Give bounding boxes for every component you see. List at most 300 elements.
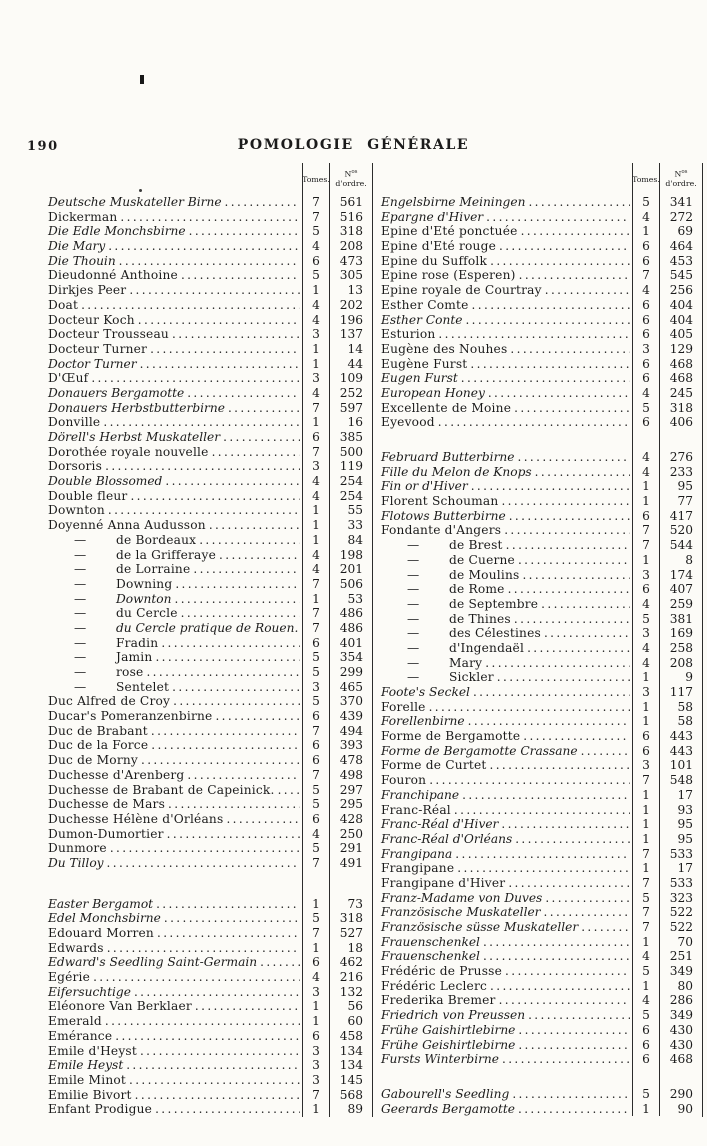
table-row [40,562,372,577]
table-row [373,597,702,612]
entry-ordre-value: 544 [669,538,693,553]
entry-name [40,195,302,210]
entry-label: Epine du Suffolk [381,253,488,268]
table-row [373,714,702,729]
entry-tome-value: 7 [632,920,660,935]
entry-tome-value: 6 [302,738,330,753]
entry-ordre-value: 522 [669,920,693,934]
entry-label: Donauers Herbstbutterbirne [48,400,225,415]
column-header-tomes: Tomes. [302,163,330,195]
entry-label: Dieudonné Anthoine [48,268,178,283]
table-row [373,685,702,700]
table-row [40,1058,372,1073]
entry-ordre-value: 272 [669,209,693,224]
entry-dot-leader [483,935,630,950]
entry-name [40,298,302,313]
entry-name [373,758,632,773]
entry-dot-leader [212,445,300,460]
entry-dot-leader [473,685,630,700]
entry-name [40,327,302,342]
table-row [40,999,372,1014]
entry-ordre-value: 89 [347,1102,363,1117]
entry-label: Docteur Turner [48,341,148,356]
entry-ordre-value: 290 [669,1086,693,1101]
entry-ordre-value: 405 [669,327,693,342]
entry-tome-value: 1 [632,1102,660,1117]
entry-name [373,582,632,597]
entry-tome-value: 6 [302,812,330,827]
table-row [373,538,702,553]
entry-name [40,210,302,225]
table-row [40,636,372,651]
entry-dot-leader [129,283,300,298]
entry-name [373,386,632,401]
entry-ordre-value: 109 [339,371,363,386]
entry-dot-leader [165,474,300,489]
entry-dot-leader [278,783,300,798]
entry-label: Emile Heyst [48,1058,124,1073]
entry-label: Eyevood [381,415,435,430]
table-row [40,298,372,313]
entry-ordre-value: 506 [339,576,363,591]
entry-dot-leader [518,553,630,568]
entry-dot-leader [429,773,630,788]
entry-tome-value: 4 [632,656,660,671]
entry-ordre-value: 527 [339,926,363,940]
ordre-label-line2: d'ordre. [665,179,697,189]
entry-label: Frederika Bremer [381,993,496,1008]
entry-tome-value: 1 [632,817,660,832]
entry-dot-leader [174,592,300,607]
entry-tome-value: 1 [632,861,660,876]
entry-ordre-value: 208 [339,239,363,254]
entry-label: Forme de Bergamotte [381,729,521,744]
entry-tome-value: 7 [632,905,660,920]
entry-label: de Septembre [449,596,539,611]
table-row [40,709,372,724]
table-row [40,841,372,856]
entry-name [373,195,632,210]
table-row [40,533,372,548]
table-row [40,680,372,695]
table-row [40,694,372,709]
entry-label: de Brest [449,538,503,553]
entry-dot-leader [455,847,630,862]
entry-ordre-value: 101 [669,758,693,773]
entry-name [373,979,632,994]
entry-dot-leader [462,788,630,803]
entry-dot-leader [103,415,300,430]
table-row [40,210,372,225]
entry-dot-leader [108,239,300,254]
entry-dot-leader [465,313,630,328]
entry-dot-leader [490,254,630,269]
entry-name [373,773,632,788]
entry-dot-leader [172,680,300,695]
entry-dot-leader [219,548,300,563]
entry-tome-value: 7 [302,1088,330,1103]
table-row [40,606,372,621]
entry-tome-value: 3 [302,1058,330,1073]
entry-label: Duc de Brabant [48,723,148,738]
entry-ordre-value: 201 [339,562,363,577]
table-row [40,577,372,592]
entry-name [40,871,302,897]
entry-name [40,856,302,871]
entry-ditto-dash: — [407,611,420,626]
table-row [373,239,702,254]
table-gap-row [373,1067,702,1087]
entry-label: Duc Alfred de Croy [48,694,171,709]
entry-ordre-value: 305 [339,268,363,283]
entry-label: Docteur Koch [48,312,135,327]
entry-tome-value: 1 [632,479,660,494]
entry-ditto-dash: — [407,538,420,553]
entry-label: Emile Minot [48,1072,126,1087]
entry-ditto-dash: — [407,596,420,611]
entry-ordre-value: 393 [339,738,363,753]
table-row [40,445,372,460]
entry-tome-value: 4 [302,239,330,254]
entry-label: Sickler [449,670,494,685]
entry-label: Eugène Furst [381,356,468,371]
entry-dot-leader [515,832,630,847]
entry-tome-value: 7 [302,926,330,941]
entry-label: Frauenschenkel [381,934,480,949]
entry-label: Eléonore Van Berklaer [48,999,192,1014]
entry-dot-leader [187,768,300,783]
entry-tome-value: 4 [302,386,330,401]
entry-ordre-value: 119 [339,459,363,474]
entry-tome-value: 6 [632,744,660,759]
entry-tome-value: 6 [632,313,660,328]
entry-label: Excellente de Moine [381,400,512,415]
entry-dot-leader [164,911,300,926]
table-row [40,474,372,489]
entry-name [373,876,632,891]
entry-tome-value: 7 [302,195,330,210]
entry-ditto-dash: — [74,679,87,694]
entry-label: Dörell's Herbst Muskateller [48,430,221,444]
entry-dot-leader [138,313,300,328]
entry-ordre-value: 276 [669,450,693,464]
table-row [373,195,702,210]
entry-dot-leader [510,342,630,357]
entry-ordre-value: 406 [669,415,693,430]
entry-name [373,788,632,803]
entry-label: Dirkjes Peer [48,283,127,298]
entry-name [40,371,302,386]
entry-tome-value: 4 [302,827,330,842]
entry-label: de Moulins [449,567,520,582]
entry-dot-leader [485,656,630,671]
table-row [373,1008,702,1023]
entry-label: Dunmore [48,841,107,856]
table-row [373,1087,702,1102]
table-row [373,327,702,342]
entry-ordre-value: 533 [669,875,693,890]
entry-name [373,729,632,744]
entry-dot-leader [189,224,300,239]
entry-ordre-value: 430 [669,1022,693,1037]
entry-name [40,970,302,985]
entry-name [373,538,632,553]
entry-tome-value: 6 [302,709,330,724]
entry-tome-value: 3 [302,327,330,342]
entry-ordre-value: 145 [339,1072,363,1087]
entry-label: Florent Schouman [381,494,499,509]
entry-label: rose [116,665,144,679]
entry-ordre-value: 473 [339,253,363,268]
entry-dot-leader [505,964,630,979]
entry-label: Emilie Bivort [48,1087,132,1102]
table-row [40,239,372,254]
entry-tome-value: 6 [632,254,660,269]
entry-name [373,920,632,935]
entry-label: Frauenschenkel [381,949,480,964]
entry-dot-leader [457,861,630,876]
entry-name [40,621,302,636]
entry-name [40,738,302,753]
column-header-tomes: Tomes. [632,163,660,195]
entry-dot-leader [119,254,300,269]
entry-tome-value: 7 [302,724,330,739]
entry-dot-leader [506,538,630,553]
entry-ditto-dash: — [74,606,87,621]
entry-dot-leader [521,224,630,239]
table-row [40,753,372,768]
entry-dot-leader [173,694,300,709]
entry-label: du Cercle [116,606,178,621]
ordre-label-line1: $N^{os}$ [344,168,358,179]
entry-ordre-value: 297 [339,782,363,797]
entry-ditto-dash: — [74,635,87,650]
entry-tome-value: 1 [632,714,660,729]
table-row [40,827,372,842]
entry-dot-leader [181,606,300,621]
entry-ordre-value: 84 [347,532,363,547]
entry-tome-value: 5 [302,911,330,926]
entry-ordre-value: 13 [347,283,363,298]
entry-dot-leader [93,970,300,985]
entry-name [40,254,302,269]
index-table [40,163,703,1117]
entry-name [40,268,302,283]
entry-ordre-value: 73 [347,896,363,911]
entry-label: Doat [48,297,79,312]
entry-name [373,450,632,465]
entry-dot-leader [168,797,300,812]
entry-ordre-value: 545 [669,268,693,283]
entry-ordre-value: 486 [339,606,363,621]
entry-label: Emile d'Heyst [48,1043,137,1058]
entry-label: Emerald [48,1014,102,1029]
entry-tome-value: 6 [632,239,660,254]
entry-dot-leader [429,700,630,715]
entry-name [373,430,632,450]
entry-name [40,680,302,695]
entry-ordre-value: 500 [339,444,363,459]
entry-label: Mary [449,655,483,670]
entry-name [40,283,302,298]
entry-name [373,597,632,612]
entry-ordre-value: 417 [669,508,693,523]
entry-ordre-value: 137 [339,327,363,342]
entry-label: Enfant Prodigue [48,1102,153,1117]
entry-ordre-value: 95 [677,479,693,494]
entry-tome-value: 6 [632,582,660,597]
table-row [40,386,372,401]
entry-name [40,445,302,460]
entry-name [40,709,302,724]
table-row [373,935,702,950]
entry-ordre-value: 258 [669,640,693,655]
table-row [373,993,702,1008]
entry-ordre-value: 117 [669,685,693,699]
entry-dot-leader [120,210,300,225]
table-row [40,970,372,985]
entry-tome-value: 4 [632,641,660,656]
entry-name [373,817,632,832]
entry-tome-value: 4 [302,313,330,328]
table-row [40,621,372,636]
entry-name [373,847,632,862]
table-row [373,357,702,372]
entry-ditto-dash: — [74,620,87,635]
table-row [40,768,372,783]
entry-dot-leader [199,533,300,548]
table-row [373,479,702,494]
entry-dot-leader [470,357,630,372]
entry-label: Edwards [48,940,104,955]
table-row [373,313,702,328]
entry-label: Frédéric Leclerc [381,978,488,993]
entry-tome-value: 6 [632,1038,660,1053]
entry-label: Esther Comte [381,297,469,312]
entry-dot-leader [488,386,630,401]
entry-tome-value: 6 [632,1023,660,1038]
table-row [373,1038,702,1053]
entry-ordre-value: 58 [677,714,693,729]
entry-label: Fin or d'Hiver [381,479,468,494]
entry-name [40,503,302,518]
entry-dot-leader [501,494,630,509]
entry-tome-value: 6 [302,254,330,269]
entry-name [373,964,632,979]
table-row [40,650,372,665]
entry-ordre-value: 494 [339,723,363,738]
entry-ordre-value: 520 [669,523,693,538]
entry-label: Donauers Bergamotte [48,385,185,400]
entry-ordre-value: 60 [347,1014,363,1029]
entry-name [40,562,302,577]
entry-ditto-dash: — [74,665,87,679]
table-row [373,553,702,568]
table-row [373,401,702,416]
entry-dot-leader [544,905,630,920]
table-row [373,920,702,935]
entry-name [373,1008,632,1023]
entry-label: de Thines [449,611,511,626]
entry-label: du Cercle pratique de Rouen. [116,620,299,635]
table-row [40,724,372,739]
entry-ditto-dash: — [74,547,87,562]
entry-ordre-value: 17 [677,787,693,802]
entry-tome-value: 1 [302,1102,330,1117]
entry-tome-value: 3 [632,758,660,773]
entry-tome-value: 4 [302,970,330,985]
entry-label: Französische Muskateller [381,905,541,920]
entry-label: Epine d'Eté rouge [381,239,496,254]
entry-label: Dumon-Dumortier [48,826,164,841]
entry-name [40,999,302,1014]
entry-tome-value: 5 [632,612,660,627]
table-row [40,1102,372,1117]
entry-dot-leader [499,993,630,1008]
entry-tome-value: 1 [302,357,330,372]
ordre-label-line2: d'ordre. [335,179,367,189]
entry-ordre-value: 70 [677,934,693,949]
entry-name [40,753,302,768]
entry-dot-leader [527,641,630,656]
entry-ordre-value: 291 [339,841,363,856]
table-row [40,357,372,372]
entry-dot-leader [172,327,300,342]
entry-label: Epine royale de Courtray [381,283,542,298]
entry-name [40,548,302,563]
entry-name [373,1087,632,1102]
entry-ordre-value: 259 [669,596,693,611]
entry-tome-value: 3 [302,1073,330,1088]
entry-label: Engelsbirne Meiningen [381,195,526,209]
entry-dot-leader [161,636,300,651]
entry-name [40,1014,302,1029]
entry-label: Foote's Seckel [381,685,470,699]
entry-ordre-value: 56 [347,999,363,1014]
entry-tome-value: 1 [302,897,330,912]
entry-label: de la Grifferaye [116,547,217,562]
entry-name [40,489,302,504]
table-row [40,195,372,210]
entry-label: Donville [48,415,101,430]
entry-label: Frühe Geishirtlebirne [381,1037,516,1052]
entry-tome-value: 7 [302,621,330,636]
entry-name [40,342,302,357]
entry-label: Docteur Trousseau [48,327,169,342]
entry-name [373,803,632,818]
entry-tome-value: 4 [632,450,660,465]
entry-ordre-value: 256 [669,283,693,298]
entry-dot-leader [490,758,631,773]
entry-name [40,636,302,651]
entry-ordre-value: 443 [669,743,693,758]
entry-ordre-value: 401 [339,635,363,650]
entry-tome-value: 6 [632,1052,660,1067]
entry-dot-leader [541,597,630,612]
entry-label: Flotows Butterbirne [381,508,506,523]
entry-ordre-value: 93 [677,802,693,817]
entry-tome-value: 6 [632,298,660,313]
entry-dot-leader [223,430,300,445]
entry-tome-value: 5 [302,797,330,812]
entry-ordre-value: 16 [347,415,363,430]
entry-tome-value: 4 [632,210,660,225]
entry-label: Esturion [381,327,436,342]
entry-ordre-value: 597 [339,400,363,415]
entry-ordre-value: 439 [339,709,363,724]
entry-tome-value: 1 [632,832,660,847]
table-row [40,897,372,912]
